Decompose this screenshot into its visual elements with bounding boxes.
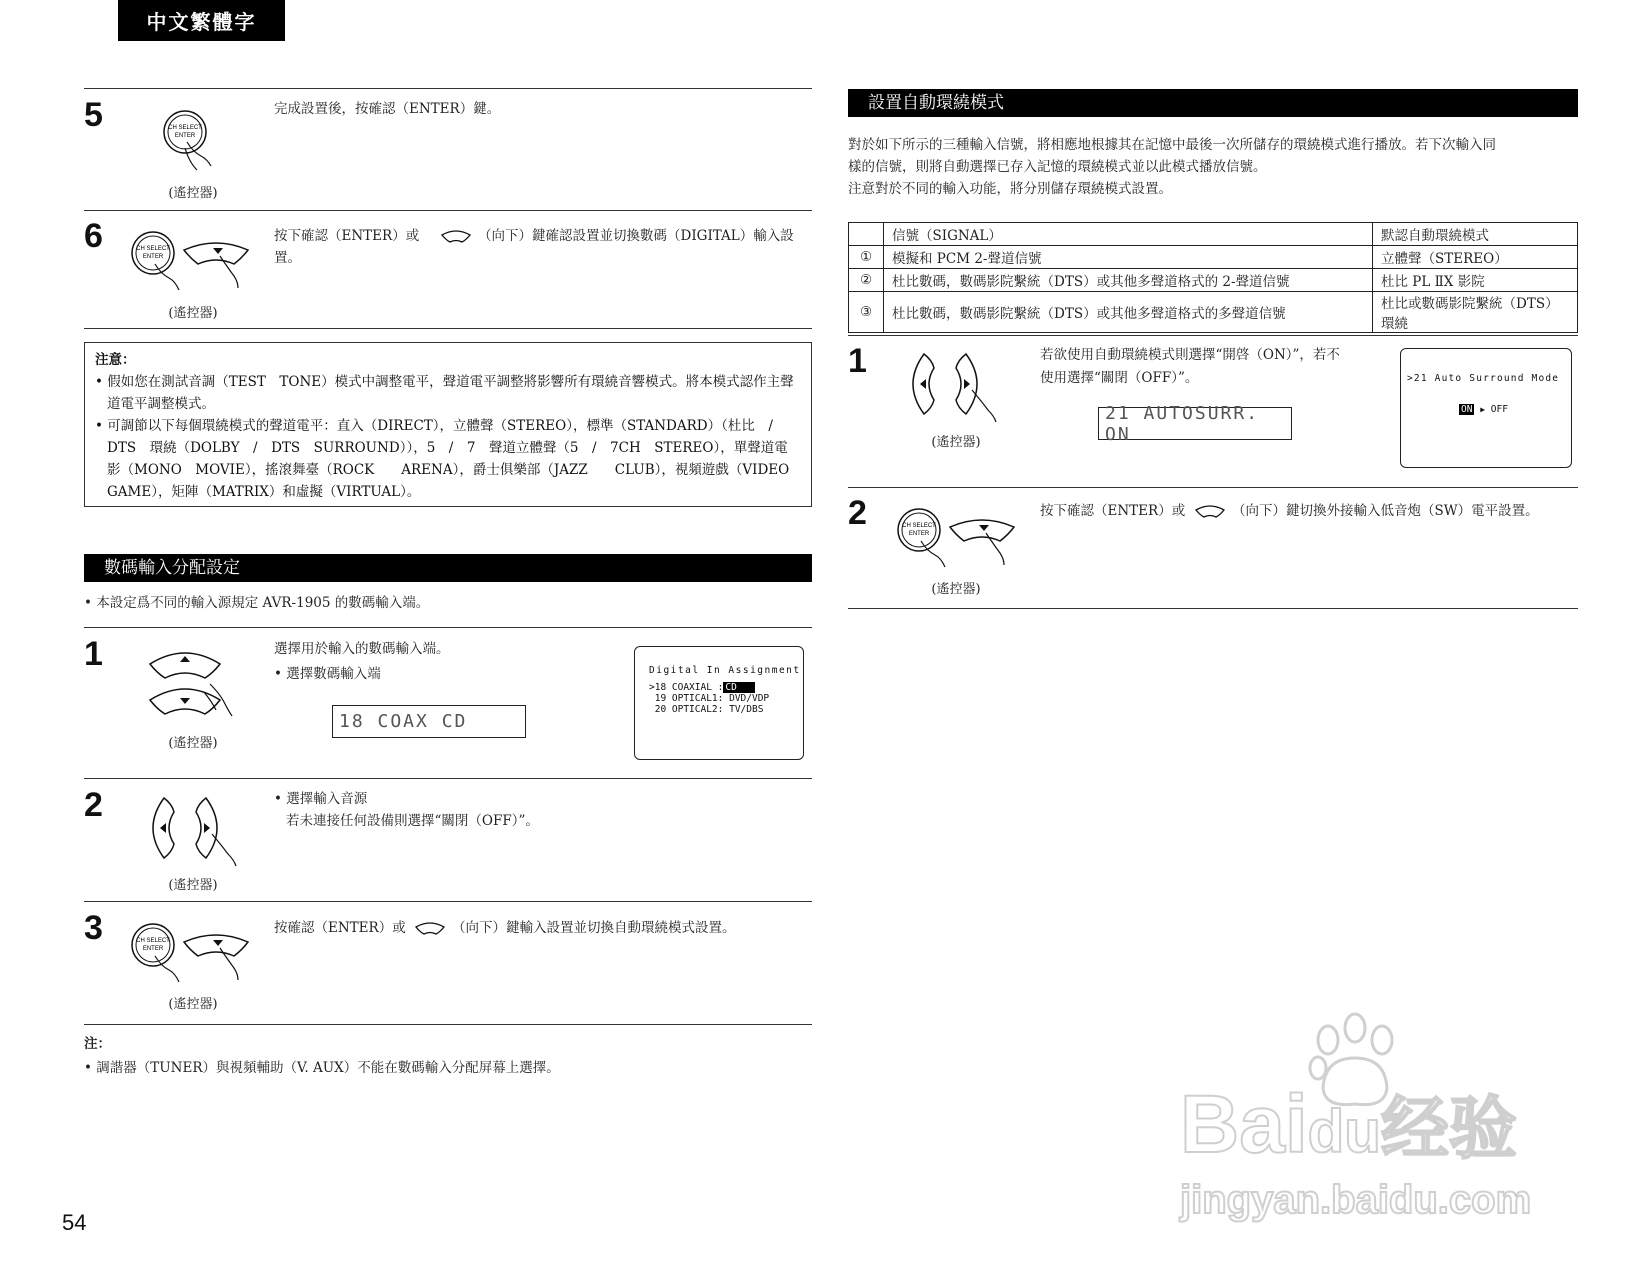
svg-text:ENTER: ENTER: [142, 254, 164, 260]
table-row: ③ 杜比數碼，數碼影院繫統（DTS）或其他多聲道格式的多聲道信號 杜比或數碼影院繫統（DTS）環繞: [849, 292, 1578, 333]
step6-text-a: 按下確認（ENTER）或: [274, 228, 420, 244]
step-number: 3: [84, 909, 103, 947]
note-title: 注意：: [95, 352, 136, 368]
digital-step2-text: 若未連接任何設備則選擇“關閉（OFF）”。: [286, 813, 539, 829]
svg-text:ENTER: ENTER: [174, 133, 196, 139]
digital-intro: • 本設定爲不同的輸入源規定 AVR-1905 的數碼輸入端。: [84, 592, 429, 614]
step5-text: 完成設置後，按確認（ENTER）鍵。: [274, 101, 501, 117]
table-row: ② 杜比數碼，數碼影院繫統（DTS）或其他多聲道格式的 2-聲道信號 杜比 PL ⅡX 影院: [849, 269, 1578, 292]
auto-step2-text-a: 按下確認（ENTER）或: [1040, 503, 1186, 519]
watermark-url: jingyan.baidu.com: [1180, 1178, 1532, 1222]
step-number: 2: [848, 494, 867, 532]
osd-row: 20 OPTICAL2: TV/DBS: [649, 704, 764, 715]
lcd-display: 21 AUTOSURR. ON: [1098, 407, 1292, 440]
enter-button-icon: [155, 108, 225, 172]
svg-text:CH SELECT: CH SELECT: [136, 246, 170, 252]
enter-down-buttons-icon: [894, 505, 1024, 569]
table-row: ① 模擬和 PCM 2-聲道信號 立體聲（STEREO）: [849, 246, 1578, 269]
osd-row: [1407, 404, 1571, 415]
arrow-right-icon: ▶: [1480, 405, 1486, 414]
osd-row: 19 OPTICAL1: DVD/VDP: [649, 693, 770, 704]
enter-down-buttons-icon: [128, 228, 258, 292]
divider: [84, 901, 812, 902]
step-number: 5: [84, 96, 103, 134]
lcd-display: 18 COAX CD: [332, 705, 526, 738]
footnote-text: • 調諧器（TUNER）與視頻輔助（V. AUX）不能在數碼輸入分配屏幕上選擇。: [84, 1057, 560, 1079]
step-number: 1: [84, 635, 103, 673]
section-title-digital: 數碼輸入分配設定: [84, 554, 812, 582]
note-box: [84, 342, 817, 507]
svg-text:CH SELECT: CH SELECT: [136, 938, 170, 944]
remote-caption: (遙控器): [168, 997, 218, 1012]
table-header-row: 信號（SIGNAL） 默認自動環繞模式: [849, 223, 1578, 246]
divider: [84, 210, 812, 211]
osd-on-option: ON: [1461, 404, 1473, 415]
digital-step1-text: 選擇用於輸入的數碼輸入端。: [274, 641, 450, 657]
signal-table: [848, 222, 1578, 333]
auto-intro-line: 對於如下所示的三種輸入信號，將相應地根據其在記憶中最後一次所儲存的環繞模式進行播放。若下次輸入同: [848, 137, 1496, 153]
auto-step1-text-b: 使用選擇“關閉（OFF）”。: [1040, 370, 1199, 386]
auto-intro-line: 樣的信號，則將自動選擇已存入記憶的環繞模式並以此模式播放信號。: [848, 159, 1267, 175]
remote-caption: (遙控器): [168, 736, 218, 751]
auto-step1-text-a: 若欲使用自動環繞模式則選擇“開啓（ON）”，若不: [1040, 347, 1340, 363]
step-number: 6: [84, 217, 103, 255]
digital-step2-bullet: • 選擇輸入音源: [274, 788, 367, 810]
remote-caption: (遙控器): [168, 878, 218, 893]
divider: [848, 335, 1578, 336]
remote-caption: (遙控器): [168, 306, 218, 321]
left-right-buttons-icon: [900, 350, 1010, 424]
step-number: 2: [84, 786, 103, 824]
divider: [84, 328, 812, 329]
osd-off-option: OFF: [1490, 404, 1508, 415]
divider: [848, 608, 1578, 609]
svg-text:ENTER: ENTER: [142, 946, 164, 952]
svg-text:CH SELECT: CH SELECT: [168, 125, 202, 131]
note-item: • 可調節以下每個環繞模式的聲道電平：直入（DIRECT），立體聲（STEREO），標準（STANDARD）（杜比 / DTS 環繞（DOLBY / DTS SURROUND）），5 / 7 聲道立體聲（5 / 7CH STEREO），單聲道電影（MONO MOVIE），搖滾舞臺（ROCK ARENA），爵士俱樂部（JAZZ CLUB），視頻遊戲（VIDEO GAME），矩陣（MATRIX）和虛擬（VIRTUAL）。: [95, 415, 801, 503]
osd-title: >21 Auto Surround Mode: [1407, 373, 1560, 384]
divider: [84, 627, 812, 628]
step6-text-b: （向下）鍵確認設置並切換數碼（DIGITAL）輸入設: [478, 228, 794, 244]
auto-intro-line: 注意對於不同的輸入功能，將分別儲存環繞模式設置。: [848, 181, 1172, 197]
osd-title: Digital In Assignment: [649, 665, 801, 676]
step6-text-c: 置。: [274, 250, 301, 266]
remote-caption: (遙控器): [931, 435, 981, 450]
digital-step3-text-b: （向下）鍵輸入設置並切換自動環繞模式設置。: [452, 920, 736, 936]
up-down-buttons-icon: [140, 640, 240, 730]
svg-text:ENTER: ENTER: [908, 531, 930, 537]
note-item: • 假如您在測試音調（TEST TONE）模式中調整電平，聲道電平調整將影響所有環繞音響模式。將本模式認作主聲道電平調整模式。: [95, 371, 801, 415]
page-number: 54: [62, 1210, 87, 1235]
left-right-buttons-icon: [140, 794, 250, 868]
auto-step2-text-b: （向下）鍵切換外接輸入低音炮（SW）電平設置。: [1232, 503, 1539, 519]
divider: [84, 778, 812, 779]
remote-caption: (遙控器): [168, 186, 218, 201]
digital-step3-text-a: 按確認（ENTER）或: [274, 920, 406, 936]
divider: [848, 487, 1578, 488]
osd-screen: [634, 646, 804, 760]
footnote-title: 注：: [84, 1036, 111, 1052]
down-key-icon: [1194, 504, 1226, 518]
enter-down-buttons-icon: [128, 920, 258, 984]
divider: [84, 88, 812, 89]
down-key-icon: [440, 229, 472, 243]
osd-row: >18 COAXIAL : CD: [649, 682, 803, 693]
section-title-auto-surround: 設置自動環繞模式: [848, 89, 1578, 117]
watermark-brand: Baidu经验: [1180, 1079, 1517, 1170]
remote-caption: (遙控器): [931, 582, 981, 597]
osd-screen: [1400, 348, 1572, 468]
svg-text:CH SELECT: CH SELECT: [902, 523, 936, 529]
divider: [84, 1024, 812, 1025]
down-key-icon: [414, 921, 446, 935]
digital-step1-bullet: • 選擇數碼輸入端: [274, 663, 381, 685]
step-number: 1: [848, 342, 867, 380]
language-tab: 中文繁體字: [118, 0, 285, 41]
